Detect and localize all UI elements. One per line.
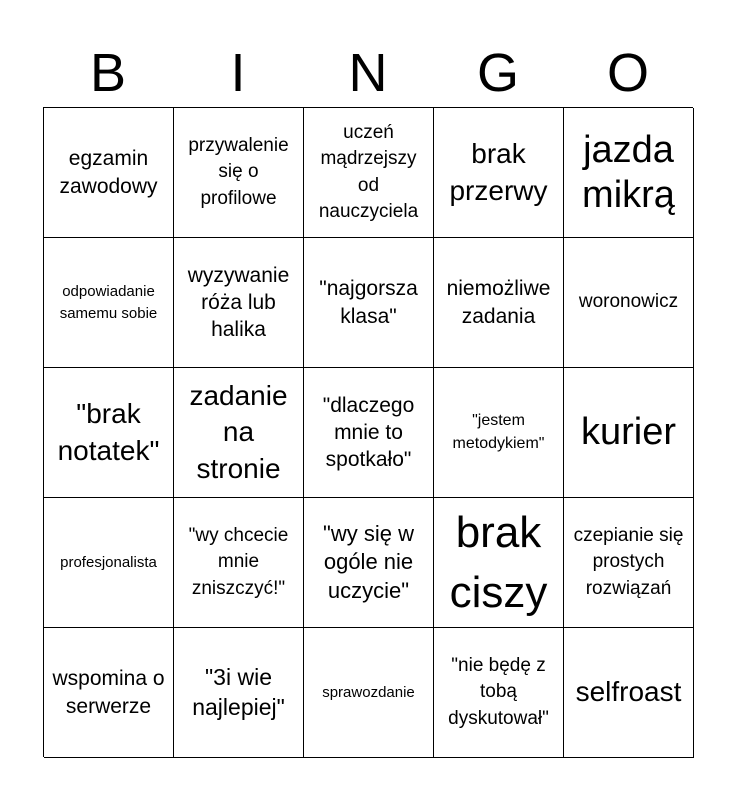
bingo-cell[interactable]: "jestem metodykiem" — [434, 368, 564, 498]
bingo-header — [43, 40, 693, 106]
bingo-cell[interactable]: selfroast — [564, 628, 694, 758]
header-letter-o: O — [606, 43, 649, 103]
bingo-cell[interactable]: "dlaczego mnie to spotkało" — [304, 368, 434, 498]
bingo-cell[interactable]: "3i wie najlepiej" — [174, 628, 304, 758]
bingo-cell[interactable]: egzamin zawodowy — [44, 108, 174, 238]
bingo-cell[interactable]: zadanie na stronie — [174, 368, 304, 498]
header-letter-g: G — [476, 43, 519, 103]
bingo-cell[interactable]: jazda mikrą — [564, 108, 694, 238]
bingo-cell[interactable]: brak przerwy — [434, 108, 564, 238]
header-letter-b: B — [89, 43, 127, 103]
bingo-cell[interactable]: czepianie się prostych rozwiązań — [564, 498, 694, 628]
header-letter-n: N — [348, 43, 388, 103]
bingo-cell[interactable]: kurier — [564, 368, 694, 498]
bingo-cell[interactable]: wspomina o serwerze — [44, 628, 174, 758]
bingo-cell[interactable]: przywalenie się o profilowe — [174, 108, 304, 238]
bingo-board — [43, 107, 693, 757]
bingo-cell[interactable]: niemożliwe zadania — [434, 238, 564, 368]
bingo-cell[interactable]: odpowiadanie samemu sobie — [44, 238, 174, 368]
bingo-cell[interactable]: "wy się w ogóle nie uczycie" — [304, 498, 434, 628]
header-letter-i: I — [230, 43, 246, 103]
bingo-cell[interactable]: "nie będę z tobą dyskutował" — [434, 628, 564, 758]
bingo-cell[interactable]: brak ciszy — [434, 498, 564, 628]
bingo-cell[interactable]: woronowicz — [564, 238, 694, 368]
bingo-cell[interactable]: wyzywanie róża lub halika — [174, 238, 304, 368]
bingo-cell[interactable]: sprawozdanie — [304, 628, 434, 758]
bingo-cell[interactable]: "wy chcecie mnie zniszczyć!" — [174, 498, 304, 628]
bingo-cell[interactable]: "najgorsza klasa" — [304, 238, 434, 368]
bingo-cell[interactable]: uczeń mądrzejszy od nauczyciela — [304, 108, 434, 238]
bingo-cell[interactable]: profesjonalista — [44, 498, 174, 628]
bingo-cell[interactable]: "brak notatek" — [44, 368, 174, 498]
